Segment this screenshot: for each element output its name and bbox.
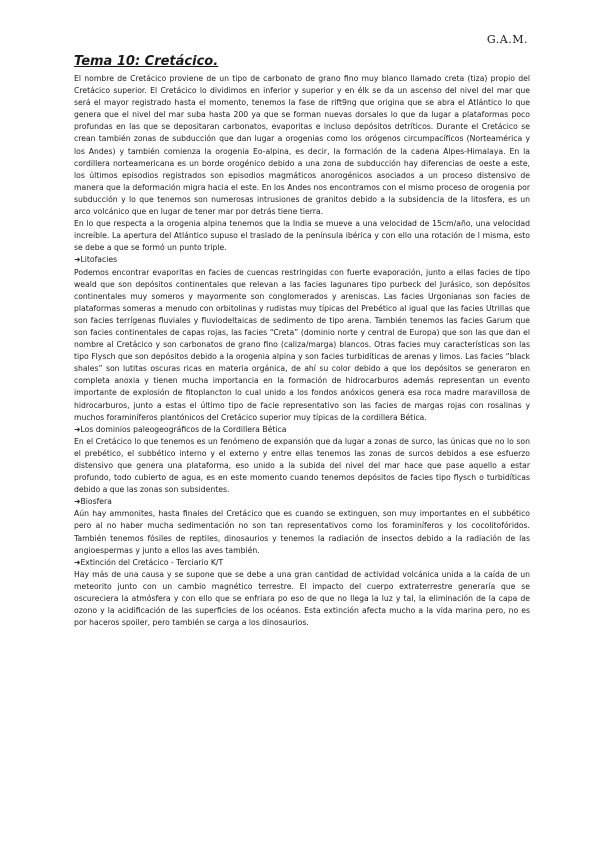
dominios-paragraph: En el Cretácico lo que tenemos es un fenómeno de expansión que da lugar a zonas de surco, las únicas que no lo son el prebético, el subbético interno y el externo y entre ellas tenemos las zonas de surcos debidos a ese esfuerzo distensivo que genera una plataforma, eso unido a la subida del nivel del mar hace que pase aquello a estar profundo, todo cubierto de agua, es en este momento cuando tenemos depósitos de facies tipo flysch o turbidíticas debido a que las zonas son subsidentes.	[74, 436, 530, 495]
biosfera-paragraph: Aún hay ammonites, hasta finales del Cretácico que es cuando se extinguen, son muy importantes en el subbético pero al no haber mucha sedimentación no son tan representativos como los foraminíferos y los cocolitofóridos. También tenemos fósiles de reptiles, dinosaurios y tenemos la radiación de insectos debido a la radiación de las angioespermas y junto a ellos las aves también.	[74, 509, 530, 555]
intro-paragraph-2: En lo que respecta a la orogenia alpina tenemos que la India se mueve a una velocidad de 15cm/año, una velocidad increíble. La apertura del Atlántico supuso el traslado de la península ibérica y con ello una rotación de l misma, esto se debe a que se formó un punto triple.	[74, 219, 530, 253]
extincion-paragraph: Hay más de una causa y se supone que se debe a una gran cantidad de actividad volcánica unida a la caída de un meteorito junto con un cambio magnético terrestre. El impacto del cuerpo extraterrestre generaría que se oscureciera la atmósfera y con ello que se enfriara po eso de que no llega la luz y tal, la eliminación de la capa de ozono y la acidificación de las superficies de los océanos. Esta extinción afecta mucho a la vida marina pero, no es por haceros spoiler, pero también se carga a los dinosaurios.	[74, 569, 530, 628]
intro-paragraph-1: El nombre de Cretácico proviene de un tipo de carbonato de grano fino muy blanco llamado creta (tiza) propio del Cretácico superior. El Cretácico lo dividimos en inferior y superior y en élk se da un ascenso del nivel del mar que será el mayor registrado hasta el momento, tenemos la fase de rift9ng que origina que se abra el Atlántico lo que genera que el nivel del mar suba hasta 200 ya que se forman nuevas dorsales lo que da lugar a plataformas poco profundas en las que se depositaran carbonatos, evaporitas e incluso depósitos detríticos. Durante el Cretácico se crean también zonas de subducción que dan lugar a orogenias como los orógenos circumpacíficos (Norteamérica y los Andes) y también comienza la orogenia Eo-alpina, es decir, la formación de la cadena Alpes-Himalaya. En la cordillera norteamericana es un borde orogénico debido a una zona de subducción hay diferencias de oeste a este, los últimos episodios registrados son episodios magmáticos anorogénicos asociados a un proceso distensivo de manera que la deformación migra hacia el este. En los Andes nos encontramos con el mismo proceso de orogenia por subducción y lo que tenemos son numerosas intrusiones de granitos debido a la subsidencia de la litosfera, es un arco volcánico que en lugar de tener mar por detrás tiene tierra.	[74, 74, 530, 217]
document-body	[74, 54, 530, 629]
arrow-icon: ➜	[74, 424, 81, 434]
section-heading-biosfera	[74, 496, 530, 508]
section-heading-extincion	[74, 557, 530, 569]
author-initials: G.A.M.	[486, 33, 528, 46]
litofacies-paragraph: Podemos encontrar evaporitas en facies de cuencas restringidas con fuerte evaporación, junto a ellas facies de tipo weald que son depósitos continentales que relevan a las facies lagunares tipo purbeck del Jurásico, son depósitos continentales muy someros y mayormente son conglomerados y areniscas. Las facies Urgonianas son facies de plataformas someras a menudo con orbitolinas y rudistas muy típicas del Prebético al igual que las facies Utrillas que son facies terrígenas fluviales y fluviodeltaicas de sedimento de tipo arena. También tenemos las facies Garum que son facies continentales de capas rojas, las facies “Creta” (dominio norte y central de Europa) que son las que dan el nombre al Cretácico y son carbonatos de grano fino (caliza/marga) blancos. Otras facies muy características son las tipo Flysch que son depósitos debido a la orogenia alpina y son facies turbidíticas de arenas y limos. Las facies “black shales” son lutitas oscuras ricas en materia orgánica, de ahí su color debido a que los depósitos se generaron en completa anoxia y tienen mucha importancia en la formación de hidrocarburos además representan un evento importante de explosión de fitoplancton lo cual unido a los fondos anóxicos genera esa roca madre maravillosa de hidrocarburos, junto a estas el último tipo de facie representativo son las facies de margas rojas con rosalinas y muchos foraminíferos plantónicos del Cretácico superior muy típicas de la cordillera Bética.	[74, 267, 530, 422]
section-heading-label: Litofacies	[80, 255, 118, 265]
section-heading-label: Biosfera	[80, 497, 112, 507]
section-heading-litofacies	[74, 254, 530, 266]
document-title: Tema 10: Cretácico.	[74, 54, 219, 69]
arrow-icon: ➜	[74, 255, 81, 265]
arrow-icon: ➜	[74, 557, 81, 567]
section-heading-label: Extinción del Cretácico - Terciario K/T	[80, 557, 224, 567]
arrow-icon: ➜	[74, 497, 81, 507]
section-heading-label: Los dominios paleogeográficos de la Cordillera Bética	[80, 424, 287, 434]
section-heading-dominios	[74, 424, 530, 436]
